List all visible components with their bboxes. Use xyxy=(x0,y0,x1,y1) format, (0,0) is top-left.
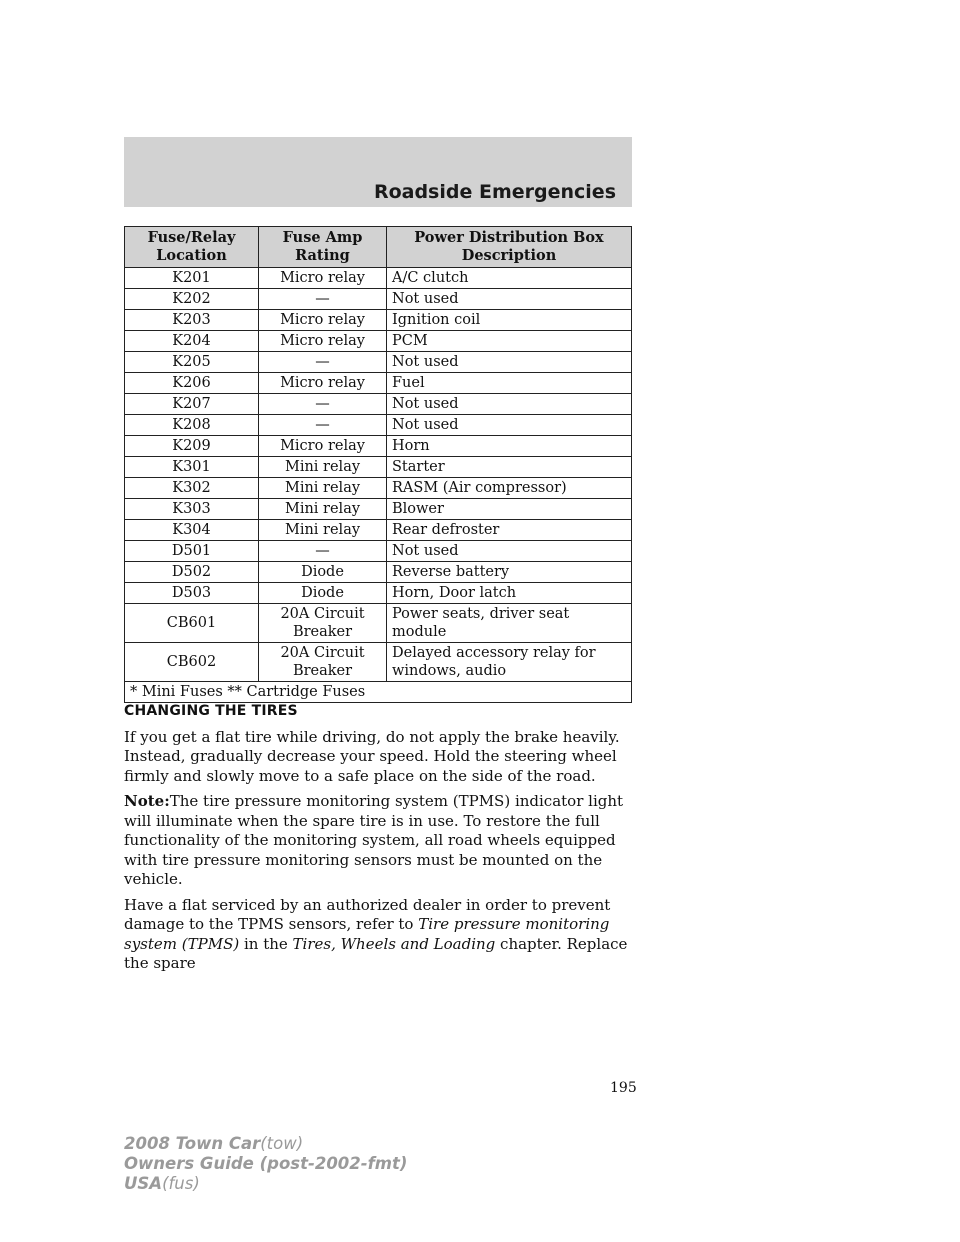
footer-line-1 xyxy=(124,1134,407,1154)
cell-location: K203 xyxy=(125,310,259,331)
note-label: Note: xyxy=(124,792,170,810)
cell-description: Not used xyxy=(387,415,632,436)
cell-location: K205 xyxy=(125,352,259,373)
service-text-e: chapter. Replace the spare xyxy=(124,934,628,972)
paragraph-flat-tire: If you get a flat tire while driving, do not apply the brake heavily. Instead, gradually decrease your speed. Hold the steering wheel firmly and slowly move to a safe place on the side of the road. xyxy=(124,727,620,785)
table-footnote: * Mini Fuses ** Cartridge Fuses xyxy=(125,682,632,703)
table-row xyxy=(125,310,632,331)
cell-description: Power seats, driver seat module xyxy=(387,604,632,643)
note-text: The tire pressure monitoring system (TPMS) indicator light will illuminate when the spare tire is in use. To restore the full functionality of the monitoring system, all road wheels equipped with tire pressure monitoring sensors must be mounted on the vehicle. xyxy=(124,792,624,888)
cell-location: K209 xyxy=(125,436,259,457)
cell-rating: Micro relay xyxy=(259,436,387,457)
footer-line-3 xyxy=(124,1174,407,1194)
section-heading: CHANGING THE TIRES xyxy=(124,703,298,719)
cell-description: PCM xyxy=(387,331,632,352)
table-row xyxy=(125,415,632,436)
cell-rating: — xyxy=(259,541,387,562)
cell-rating: Diode xyxy=(259,583,387,604)
cell-description: Not used xyxy=(387,352,632,373)
table-row xyxy=(125,457,632,478)
table-row xyxy=(125,373,632,394)
table-body xyxy=(125,268,632,682)
cell-location: K202 xyxy=(125,289,259,310)
reference-chapter: Tires, Wheels and Loading xyxy=(292,934,496,953)
table-row xyxy=(125,604,632,643)
cell-rating: Micro relay xyxy=(259,310,387,331)
paragraph-service xyxy=(124,896,634,974)
footer-model-code: (tow) xyxy=(260,1134,304,1153)
cell-description: A/C clutch xyxy=(387,268,632,289)
table-footnote-row xyxy=(125,682,632,703)
paragraph-note xyxy=(124,792,634,890)
section-title: Roadside Emergencies xyxy=(373,181,616,203)
cell-location: D501 xyxy=(125,541,259,562)
page-number: 195 xyxy=(610,1080,637,1096)
cell-rating: Mini relay xyxy=(259,520,387,541)
table-row xyxy=(125,352,632,373)
cell-location: D503 xyxy=(125,583,259,604)
footer-line-2 xyxy=(124,1154,407,1174)
column-header-description: Power Distribution Box Description xyxy=(387,227,632,268)
column-header-location: Fuse/Relay Location xyxy=(125,227,259,268)
footer-market: USA xyxy=(124,1174,163,1193)
table-row xyxy=(125,394,632,415)
service-text-c: in the xyxy=(239,934,293,953)
cell-description: Not used xyxy=(387,394,632,415)
table-row xyxy=(125,478,632,499)
cell-location: CB602 xyxy=(125,643,259,682)
cell-rating: Mini relay xyxy=(259,499,387,520)
cell-rating: 20A Circuit Breaker xyxy=(259,643,387,682)
cell-rating: Micro relay xyxy=(259,373,387,394)
table-row xyxy=(125,499,632,520)
table-row xyxy=(125,289,632,310)
cell-description: Delayed accessory relay for windows, audio xyxy=(387,643,632,682)
table-row xyxy=(125,562,632,583)
cell-description: Fuel xyxy=(387,373,632,394)
cell-rating: — xyxy=(259,352,387,373)
table-row xyxy=(125,436,632,457)
table-row xyxy=(125,520,632,541)
cell-rating: Mini relay xyxy=(259,457,387,478)
page-content xyxy=(124,702,634,980)
table-row xyxy=(125,643,632,682)
cell-description: Horn xyxy=(387,436,632,457)
footer-guide: Owners Guide (post-2002-fmt) xyxy=(124,1154,408,1173)
cell-rating: — xyxy=(259,394,387,415)
footer-market-code: (fus) xyxy=(162,1174,200,1193)
cell-rating: Mini relay xyxy=(259,478,387,499)
reference-tpms: Tire pressure monitoring system (TPMS) xyxy=(124,915,610,953)
cell-description: RASM (Air compressor) xyxy=(387,478,632,499)
cell-description: Blower xyxy=(387,499,632,520)
cell-description: Not used xyxy=(387,289,632,310)
cell-rating: — xyxy=(259,289,387,310)
cell-rating: Micro relay xyxy=(259,268,387,289)
column-header-rating: Fuse Amp Rating xyxy=(259,227,387,268)
footer-model: 2008 Town Car xyxy=(124,1134,261,1153)
table-row xyxy=(125,583,632,604)
cell-location: K303 xyxy=(125,499,259,520)
cell-description: Starter xyxy=(387,457,632,478)
cell-rating: — xyxy=(259,415,387,436)
cell-location: K304 xyxy=(125,520,259,541)
cell-rating: Diode xyxy=(259,562,387,583)
fuse-relay-table xyxy=(124,226,632,703)
cell-description: Ignition coil xyxy=(387,310,632,331)
service-text-a: Have a flat serviced by an authorized dealer in order to prevent damage to the TPMS sensors, refer to xyxy=(124,895,611,933)
table-row xyxy=(125,331,632,352)
document-footer xyxy=(124,1134,407,1194)
cell-location: CB601 xyxy=(125,604,259,643)
header-band xyxy=(124,137,632,207)
cell-location: K206 xyxy=(125,373,259,394)
cell-location: K301 xyxy=(125,457,259,478)
cell-description: Rear defroster xyxy=(387,520,632,541)
cell-description: Not used xyxy=(387,541,632,562)
table-row xyxy=(125,541,632,562)
table-row xyxy=(125,268,632,289)
cell-location: K201 xyxy=(125,268,259,289)
cell-rating: 20A Circuit Breaker xyxy=(259,604,387,643)
cell-rating: Micro relay xyxy=(259,331,387,352)
cell-location: K204 xyxy=(125,331,259,352)
cell-description: Reverse battery xyxy=(387,562,632,583)
cell-location: D502 xyxy=(125,562,259,583)
cell-location: K208 xyxy=(125,415,259,436)
table-header-row xyxy=(125,227,632,268)
cell-description: Horn, Door latch xyxy=(387,583,632,604)
cell-location: K302 xyxy=(125,478,259,499)
cell-location: K207 xyxy=(125,394,259,415)
